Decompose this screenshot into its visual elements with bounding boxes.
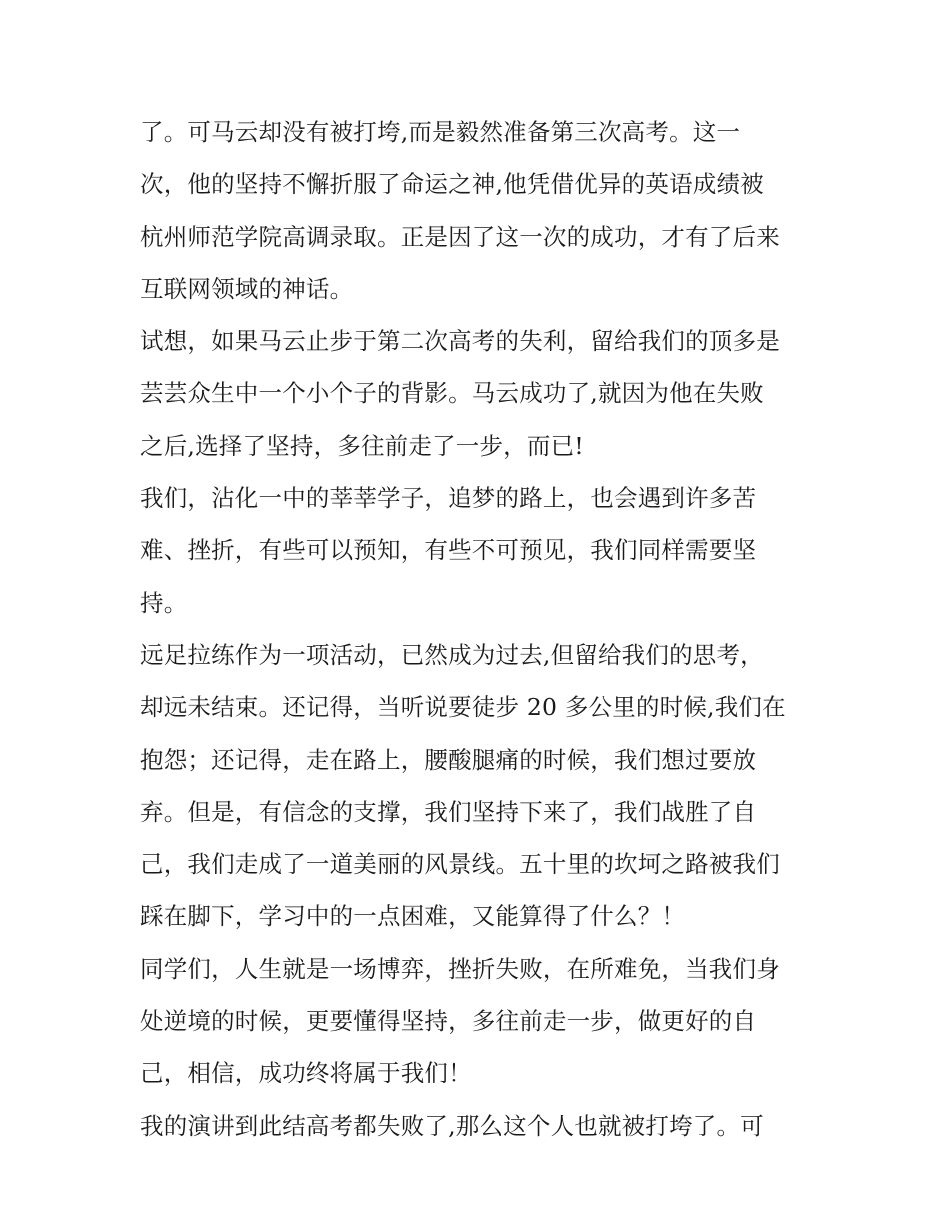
text-line: 抱怨；还记得，走在路上，腰酸腿痛的时候，我们想过要放 bbox=[140, 745, 757, 774]
text-line: 我的演讲到此结高考都失败了,那么这个人也就被打垮了。可 bbox=[140, 1111, 764, 1140]
text-line: 踩在脚下，学习中的一点困难，又能算得了什么？！ bbox=[140, 902, 686, 931]
text-line: 杭州师范学院高调录取。正是因了这一次的成功，才有了后来 bbox=[140, 222, 780, 251]
text-line: 芸芸众生中一个小个子的背影。马云成功了,就因为他在失败 bbox=[140, 379, 764, 408]
text-line: 持。 bbox=[140, 588, 188, 617]
text-line: 远足拉练作为一项活动，已然成为过去,但留给我们的思考， bbox=[140, 640, 764, 669]
text-line: 之后,选择了坚持，多往前走了一步，而已! bbox=[140, 431, 584, 460]
text-line: 试想，如果马云止步于第二次高考的失利，留给我们的顶多是 bbox=[140, 327, 780, 356]
text-line: 己，我们走成了一道美丽的风景线。五十里的坎坷之路被我们 bbox=[140, 850, 780, 879]
speech-text bbox=[140, 106, 820, 1152]
text-line: 次，他的坚持不懈折服了命运之神,他凭借优异的英语成绩被 bbox=[140, 170, 764, 199]
text-line: 同学们，人生就是一场博弈，挫折失败，在所难免，当我们身 bbox=[140, 954, 780, 983]
text-line: 我们，沾化一中的莘莘学子，追梦的路上，也会遇到许多苦 bbox=[140, 484, 757, 513]
text-line: 己，相信，成功终将属于我们！ bbox=[140, 1059, 472, 1088]
text-line: 互联网领域的神话。 bbox=[140, 274, 354, 303]
text-line: 了。可马云却没有被打垮,而是毅然准备第三次高考。这一 bbox=[140, 118, 741, 146]
text-line: 却远未结束。还记得，当听说要徒步 20 多公里的时候,我们在 bbox=[140, 693, 786, 722]
text-line: 弃。但是，有信念的支撑，我们坚持下来了，我们战胜了自 bbox=[140, 797, 757, 826]
text-line: 处逆境的时候，更要懂得坚持，多往前走一步，做更好的自 bbox=[140, 1007, 757, 1036]
text-line: 难、挫折，有些可以预知，有些不可预见，我们同样需要坚 bbox=[140, 536, 757, 565]
